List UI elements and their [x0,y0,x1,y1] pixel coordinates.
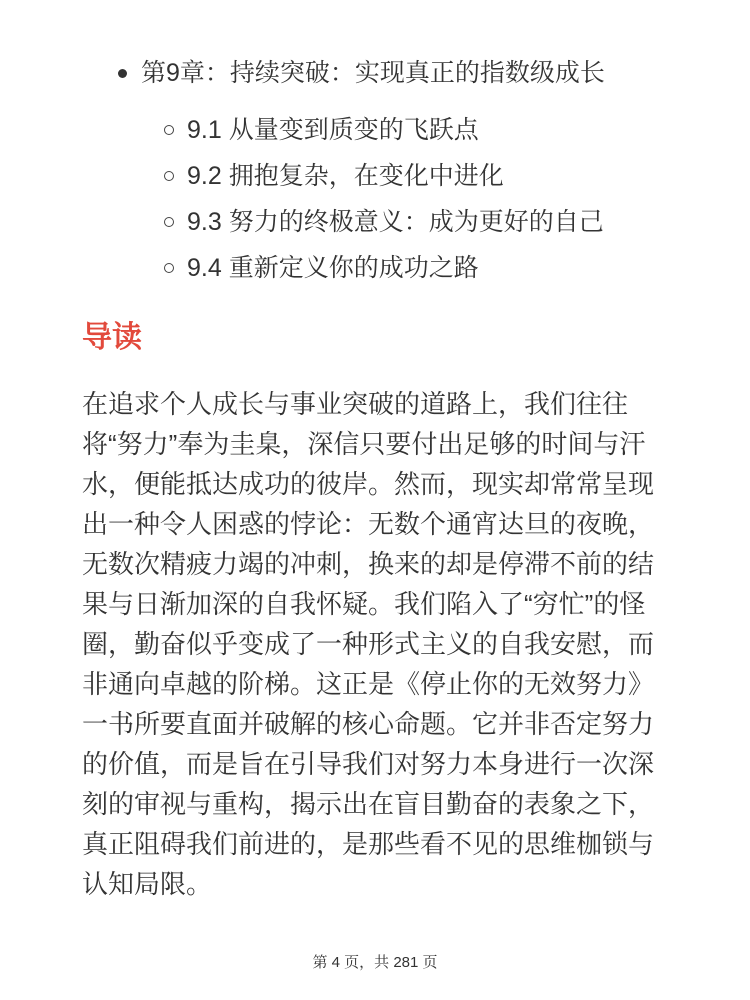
toc-chapter-label: 第9章：持续突破：实现真正的指数级成长 [141,59,605,87]
bullet-circle-icon [164,125,174,135]
page-number-footer: 第 4 页，共 281 页 [312,954,438,971]
bullet-circle-icon [164,171,174,181]
toc-section-item [164,116,670,144]
toc-section-item [164,254,670,282]
toc-section-item [164,208,670,236]
toc-chapter-item [118,58,670,88]
toc-section-label: 9.2 拥抱复杂，在变化中进化 [187,162,504,190]
bullet-circle-icon [164,217,174,227]
toc-section-item [164,162,670,190]
toc-section-label: 9.1 从量变到质变的飞跃点 [187,116,479,144]
bullet-disc-icon [118,69,127,78]
toc-section-label: 9.4 重新定义你的成功之路 [187,254,479,282]
toc-section-label: 9.3 努力的终极意义：成为更好的自己 [187,208,604,236]
intro-heading: 导读 [82,321,142,354]
table-of-contents [82,58,670,282]
intro-paragraph: 在追求个人成长与事业突破的道路上，我们往往将“努力”奉为圭臬，深信只要付出足够的时间与汗水，便能抵达成功的彼岸。然而，现实却常常呈现出一种令人困惑的悖论：无数个通宵达旦的夜晚，无数次精疲力竭的冲刺，换来的却是停滞不前的结果与日渐加深的自我怀疑。我们陷入了“穷忙”的怪圈，勤奋似乎变成了一种形式主义的自我安慰，而非通向卓越的阶梯。这正是《停止你的无效努力》一书所要直面并破解的核心命题。它并非否定努力的价值，而是旨在引导我们对努力本身进行一次深刻的审视与重构，揭示出在盲目勤奋的表象之下，真正阻碍我们前进的，是那些看不见的思维枷锁与认知局限。 [82,389,655,899]
bullet-circle-icon [164,263,174,273]
